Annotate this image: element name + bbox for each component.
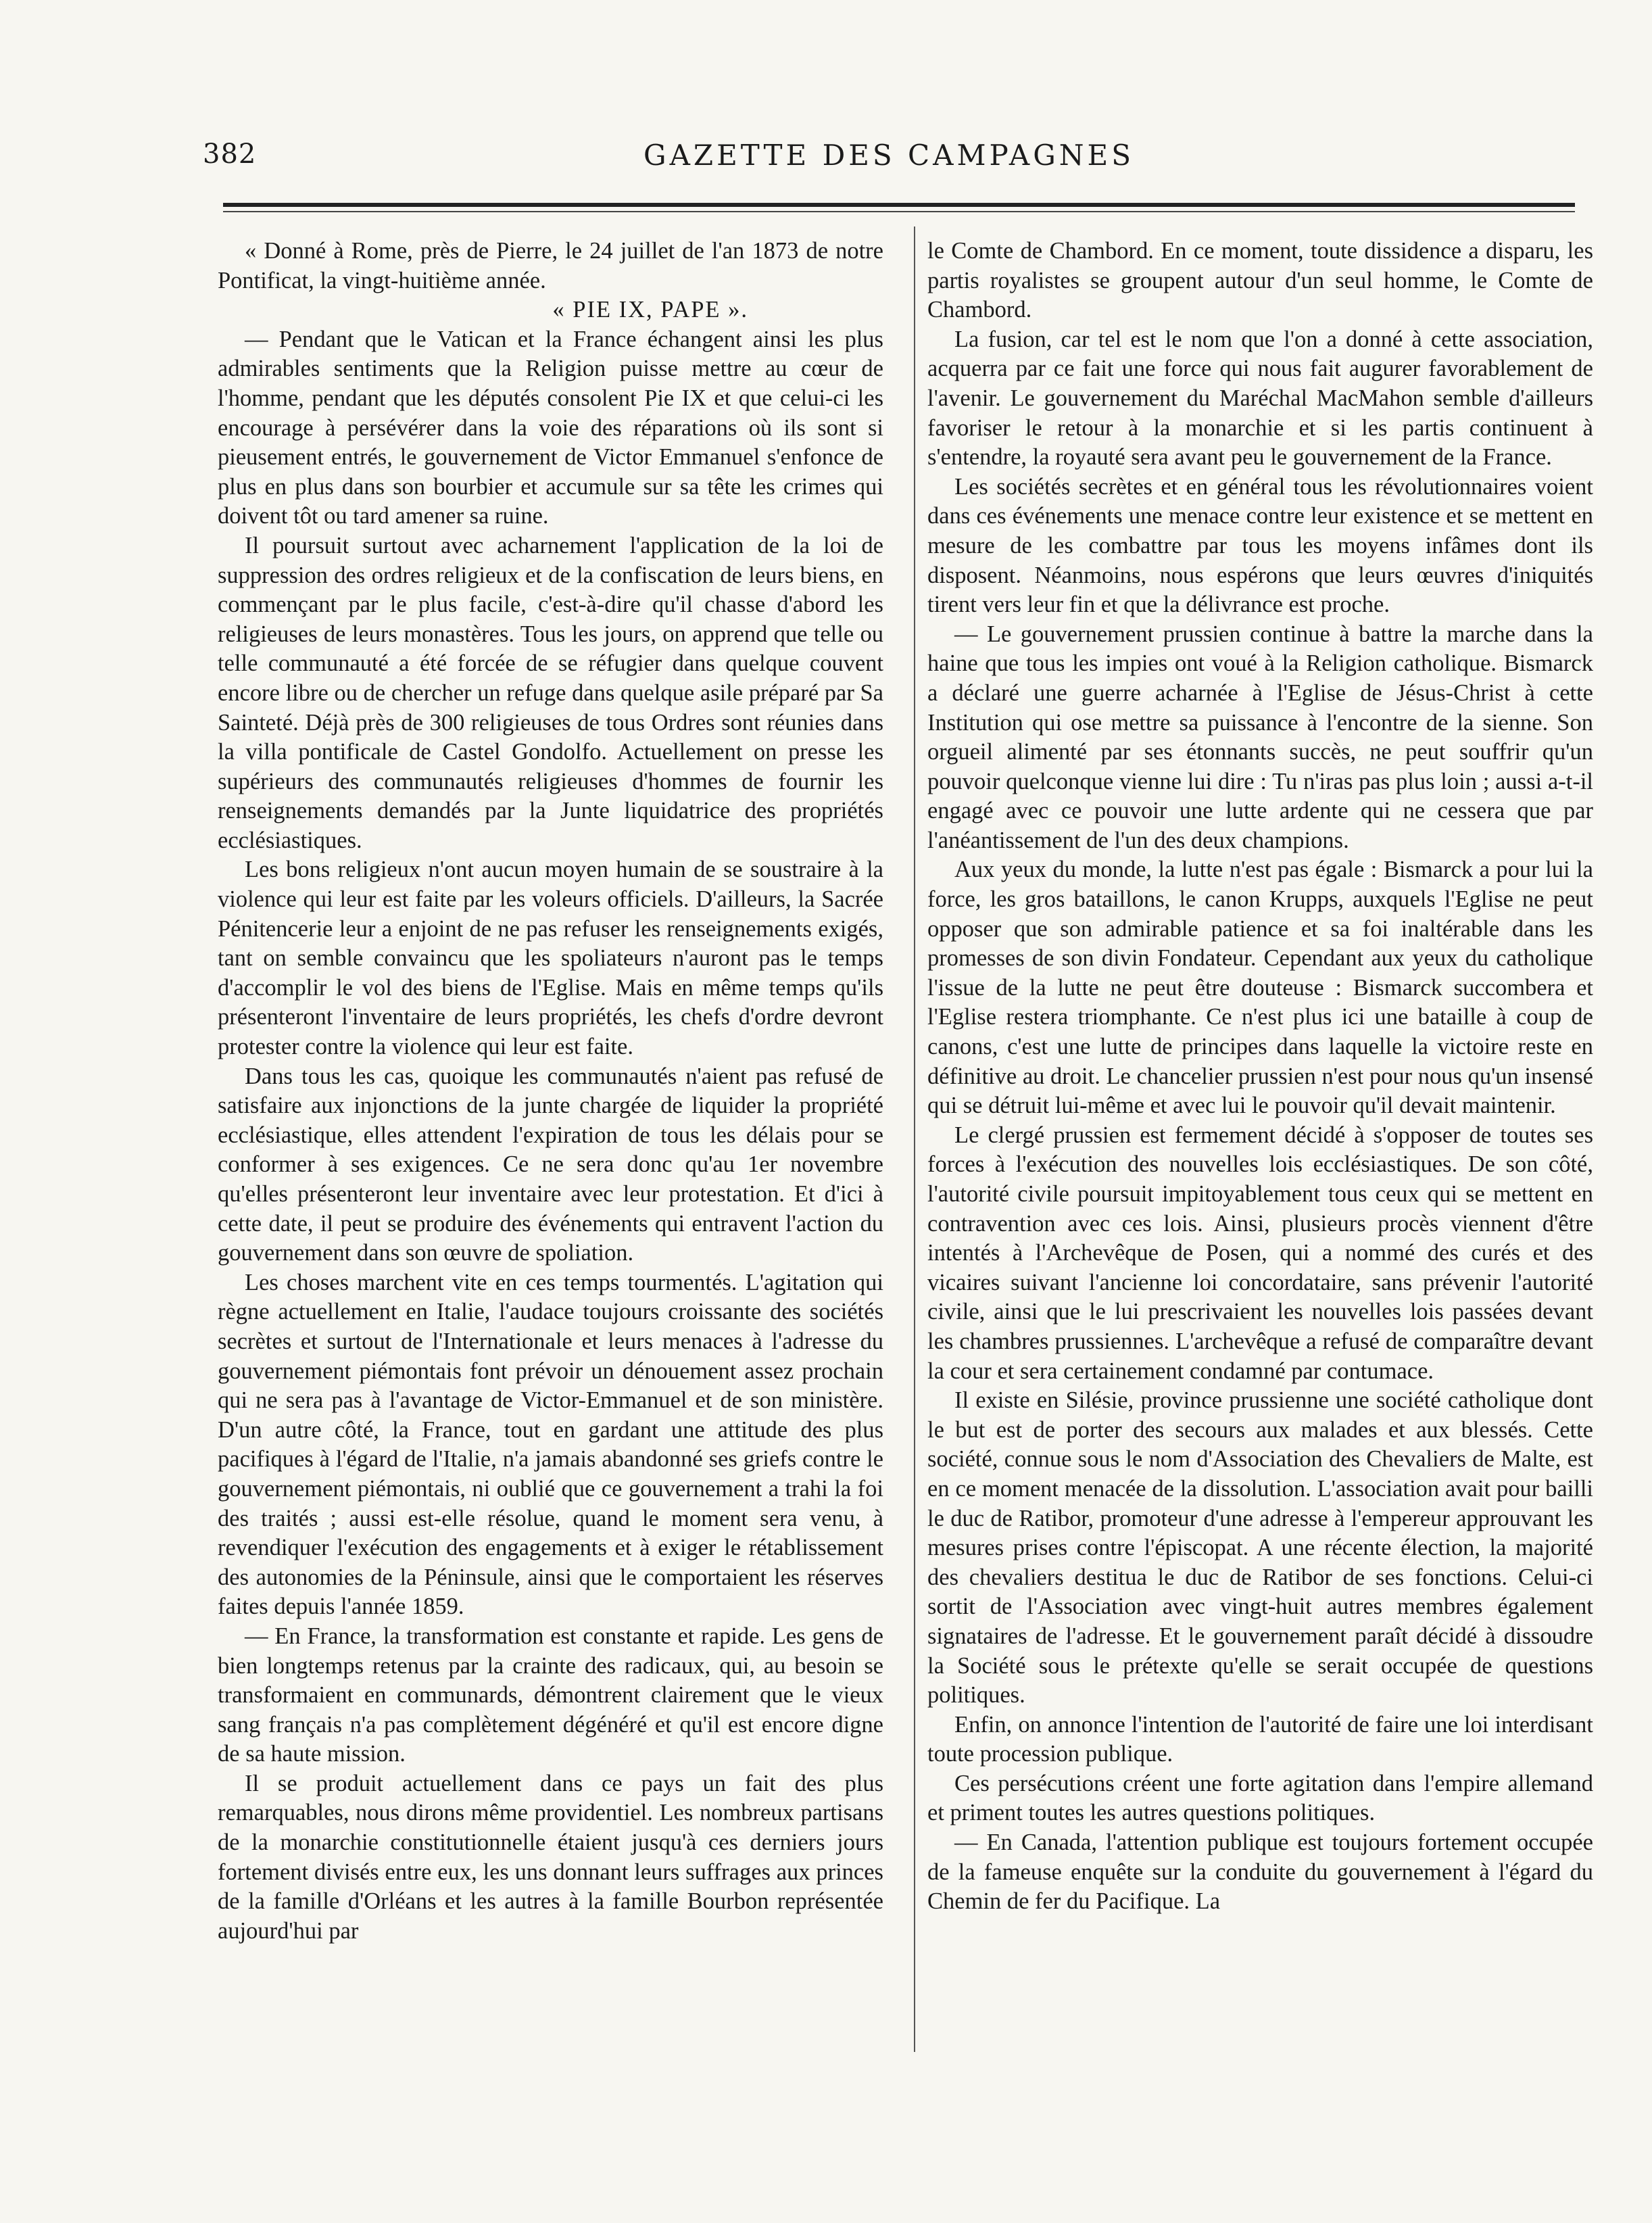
paragraph: — En Canada, l'attention publique est toujours fortement occupée de la fameuse enquête sur la conduite du gouvernement à l'égard du Chemin de fer du Pacifique. La <box>927 1830 1593 1915</box>
paragraph: Les sociétés secrètes et en général tous les révolutionnaires voient dans ces événements une menace contre leur existence et se mettent en mesure de les combattre par tous les moyens infâmes dont ils disposent. Néanmoins, nous espérons que leurs œuvres d'iniquités tirent vers leur fin et que la délivrance est proche. <box>927 473 1593 618</box>
signature: « PIE IX, PAPE ». <box>552 297 748 323</box>
header-rule <box>223 203 1575 207</box>
column-divider <box>914 226 915 2052</box>
paragraph: Il poursuit surtout avec acharnement l'application de la loi de suppression des ordres religieux et de la confiscation de leurs biens, en commençant par le plus facile, c'est-à-dire qu'il chasse d'abord les religieuses de leurs monastères. Tous les jours, on apprend que telle ou telle communauté a été forcée de se réfugier dans quelque couvent encore libre ou de chercher un refuge dans quelque asile préparé par Sa Sainteté. Déjà près de 300 religieuses de tous Ordres sont réunies dans la villa pontificale de Castel Gondolfo. Actuellement on presse les supérieurs des communautés religieuses d'hommes de fournir les renseignements demandés par la Junte liquidatrice des propriétés ecclésiastiques. <box>218 532 883 853</box>
paragraph: le Comte de Chambord. En ce moment, toute dissidence a disparu, les partis royalistes se groupent autour d'un seul homme, le Comte de Chambord. <box>927 238 1593 323</box>
paragraph: Il se produit actuellement dans ce pays un fait des plus remarquables, nous dirons même providentiel. Les nombreux partisans de la monarchie constitutionnelle étaient jusqu'à ces derniers jours fortement divisés entre eux, les uns donnant leurs suffrages aux princes de la famille d'Orléans et les autres à la famille Bourbon représentée aujourd'hui par <box>218 1770 883 1944</box>
right-column <box>927 237 1593 1917</box>
paragraph: Enfin, on annonce l'intention de l'autorité de faire une loi interdisant toute procession publique. <box>927 1711 1593 1767</box>
paragraph: Les choses marchent vite en ces temps tourmentés. L'agitation qui règne actuellement en Italie, l'audace toujours croissante des sociétés secrètes et surtout de l'Internationale et leurs menaces à l'adresse du gouvernement piémontais font prévoir un dénouement assez prochain qui ne sera pas à l'avantage de Victor-Emmanuel et de son ministère. D'un autre côté, la France, tout en gardant une attitude des plus pacifiques à l'égard de l'Italie, n'a jamais abandonné ses griefs contre le gouvernement piémontais, ni oublié que ce gouvernement a trahi la foi des traités ; aussi est-elle résolue, quand le moment sera venu, à revendiquer l'exécution des engagements et à exiger le rétablissement des autonomies de la Péninsule, ainsi que le comportaient les réserves faites depuis l'année 1859. <box>218 1269 883 1620</box>
paragraph: Aux yeux du monde, la lutte n'est pas égale : Bismarck a pour lui la force, les gros bataillons, le canon Krupps, auxquels l'Eglise ne peut opposer que son admirable patience et sa foi inaltérable dans les promesses de son divin Fondateur. Cependant aux yeux du catholique l'issue de la lutte ne peut être douteuse : Bismarck succombera et l'Eglise restera triomphante. Ce n'est plus ici une bataille à coup de canons, c'est une lutte de principes dans laquelle la victoire reste en définitive au droit. Le chancelier prussien n'est pour nous qu'un insensé qui se détruit lui-même et avec lui le pouvoir qu'il devait maintenir. <box>927 857 1593 1119</box>
paragraph: Les bons religieux n'ont aucun moyen humain de se soustraire à la violence qui leur est faite par les voleurs officiels. D'ailleurs, la Sacrée Pénitencerie leur a enjoint de ne pas refuser les renseignements exigés, tant on semble convaincu que les spoliateurs n'auront pas le temps d'accomplir le vol des biens de l'Eglise. Mais en même temps qu'ils présenteront l'inventaire de leurs propriétés, les chefs d'ordre devront protester contre la violence qui leur est faite. <box>218 857 883 1060</box>
paragraph: Ces persécutions créent une forte agitation dans l'empire allemand et priment toutes les autres questions politiques. <box>927 1770 1593 1826</box>
paragraph: Dans tous les cas, quoique les communautés n'aient pas refusé de satisfaire aux injonctions de la junte chargée de liquider la propriété ecclésiastique, elles attendent l'expiration de tous les délais pour se conformer à ses exigences. Ce ne sera donc qu'au 1er novembre qu'elles présenteront leur inventaire avec leur protestation. Et d'ici à cette date, il peut se produire des événements qui entravent l'action du gouvernement dans son œuvre de spoliation. <box>218 1063 883 1266</box>
paragraph: Le clergé prussien est fermement décidé à s'opposer de toutes ses forces à l'exécution des nouvelles lois ecclésiastiques. De son côté, l'autorité civile poursuit impitoyablement tous ceux qui se mettent en contravention avec ces lois. Ainsi, plusieurs procès viennent d'être intentés à l'Archevêque de Posen, qui a nommé des curés et des vicaires suivant l'ancienne loi concordataire, sans prévenir l'autorité civile, ainsi que le lui prescrivaient les nouvelles lois passées devant les chambres prussiennes. L'archevêque a refusé de comparaître devant la cour et sera certainement condamné par contumace. <box>927 1122 1593 1384</box>
page-header <box>203 139 1575 186</box>
paragraph: La fusion, car tel est le nom que l'on a donné à cette association, acquerra par ce fait une force qui nous fait augurer favorablement de l'avenir. Le gouvernement du Maréchal MacMahon semble d'ailleurs favoriser le retour à la monarchie et si les partis continuent à s'entendre, la royauté sera avant peu le gouvernement de la France. <box>927 326 1593 471</box>
page-number: 382 <box>203 139 257 170</box>
paragraph: — Pendant que le Vatican et la France échangent ainsi les plus admirables sentiments que la Religion puisse mettre au cœur de l'homme, pendant que les députés consolent Pie IX et que celui-ci les encourage à persévérer dans la voie des réparations où ils sont si pieusement entrés, le gouvernement de Victor Emmanuel s'enfonce de plus en plus dans son bourbier et accumule sur sa tête les crimes qui doivent tôt ou tard amener sa ruine. <box>218 326 883 529</box>
paragraph: « Donné à Rome, près de Pierre, le 24 juillet de l'an 1873 de notre Pontificat, la vingt-huitième année. <box>218 238 883 293</box>
paragraph: — En France, la transformation est constante et rapide. Les gens de bien longtemps retenus par la crainte des radicaux, qui, au besoin se transformaient en communards, démontrent clairement que le vieux sang français n'a pas complètement dégénéré et qu'il est encore digne de sa haute mission. <box>218 1623 883 1767</box>
left-column <box>218 237 883 1946</box>
paragraph: Il existe en Silésie, province prussienne une société catholique dont le but est de porter des secours aux malades et aux blessés. Cette société, connue sous le nom d'Association des Chevaliers de Malte, est en ce moment menacée de la dissolution. L'association avait pour bailli le duc de Ratibor, promoteur d'une adresse à l'empereur approuvant les mesures prises contre l'épiscopat. A une récente élection, la majorité des chevaliers destitua le duc de Ratibor de ses fonctions. Celui-ci sortit de l'Association avec vingt-huit autres membres également signataires de l'adresse. Et le gouvernement paraît décidé à dissoudre la Société sous le prétexte qu'elle se serait occupée de questions politiques. <box>927 1387 1593 1708</box>
running-title: GAZETTE DES CAMPAGNES <box>643 139 1134 172</box>
paragraph: — Le gouvernement prussien continue à battre la marche dans la haine que tous les impies ont voué à la Religion catholique. Bismarck a déclaré une guerre acharnée à l'Eglise de Jésus-Christ à cette Institution qui ose mettre sa puissance à l'encontre de la sienne. Son orgueil alimenté par ses étonnants succès, ne peut souffrir qu'un pouvoir quelconque vienne lui dire : Tu n'iras pas plus loin ; aussi a-t-il engagé avec ce pouvoir une lutte ardente qui ne cessera que par l'anéantissement de l'un des deux champions. <box>927 621 1593 853</box>
header-rule-thin <box>223 211 1575 212</box>
